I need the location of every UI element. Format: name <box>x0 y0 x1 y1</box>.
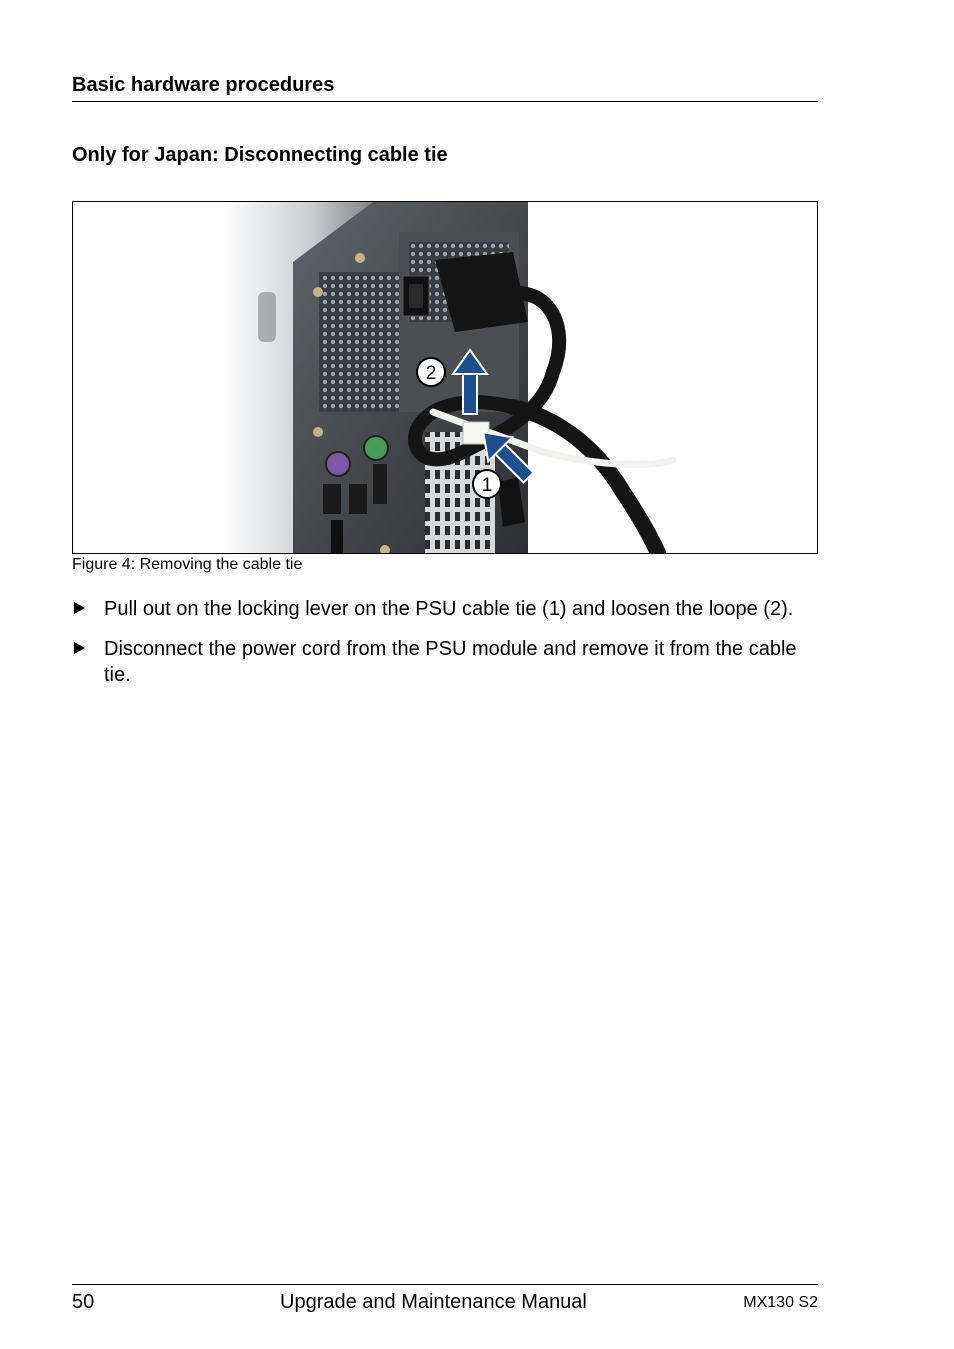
page-number: 50 <box>72 1291 95 1313</box>
list-item <box>72 596 818 622</box>
list-item <box>72 636 818 688</box>
psu-cable-tie-illustration <box>73 202 817 553</box>
callout-2 <box>417 358 445 386</box>
model-name: MX130 S2 <box>743 1294 818 1311</box>
triangle-bullet-icon <box>74 602 85 614</box>
running-header: Basic hardware procedures <box>72 74 335 96</box>
figure-image <box>72 201 818 554</box>
step-text: Pull out on the locking lever on the PSU cable tie (1) and loosen the loope (2). <box>104 598 794 620</box>
footer-divider <box>72 1284 818 1285</box>
section-title: Only for Japan: Disconnecting cable tie <box>72 144 448 166</box>
header-divider <box>72 101 818 102</box>
callout-2-label: 2 <box>425 363 437 384</box>
triangle-bullet-icon <box>74 642 85 654</box>
step-text: Disconnect the power cord from the PSU module and remove it from the cable tie. <box>104 638 797 686</box>
manual-title: Upgrade and Maintenance Manual <box>280 1291 587 1313</box>
figure-caption: Figure 4: Removing the cable tie <box>72 556 303 573</box>
callout-1 <box>473 470 501 498</box>
callout-1-label: 1 <box>481 475 493 496</box>
instruction-list <box>72 596 818 702</box>
